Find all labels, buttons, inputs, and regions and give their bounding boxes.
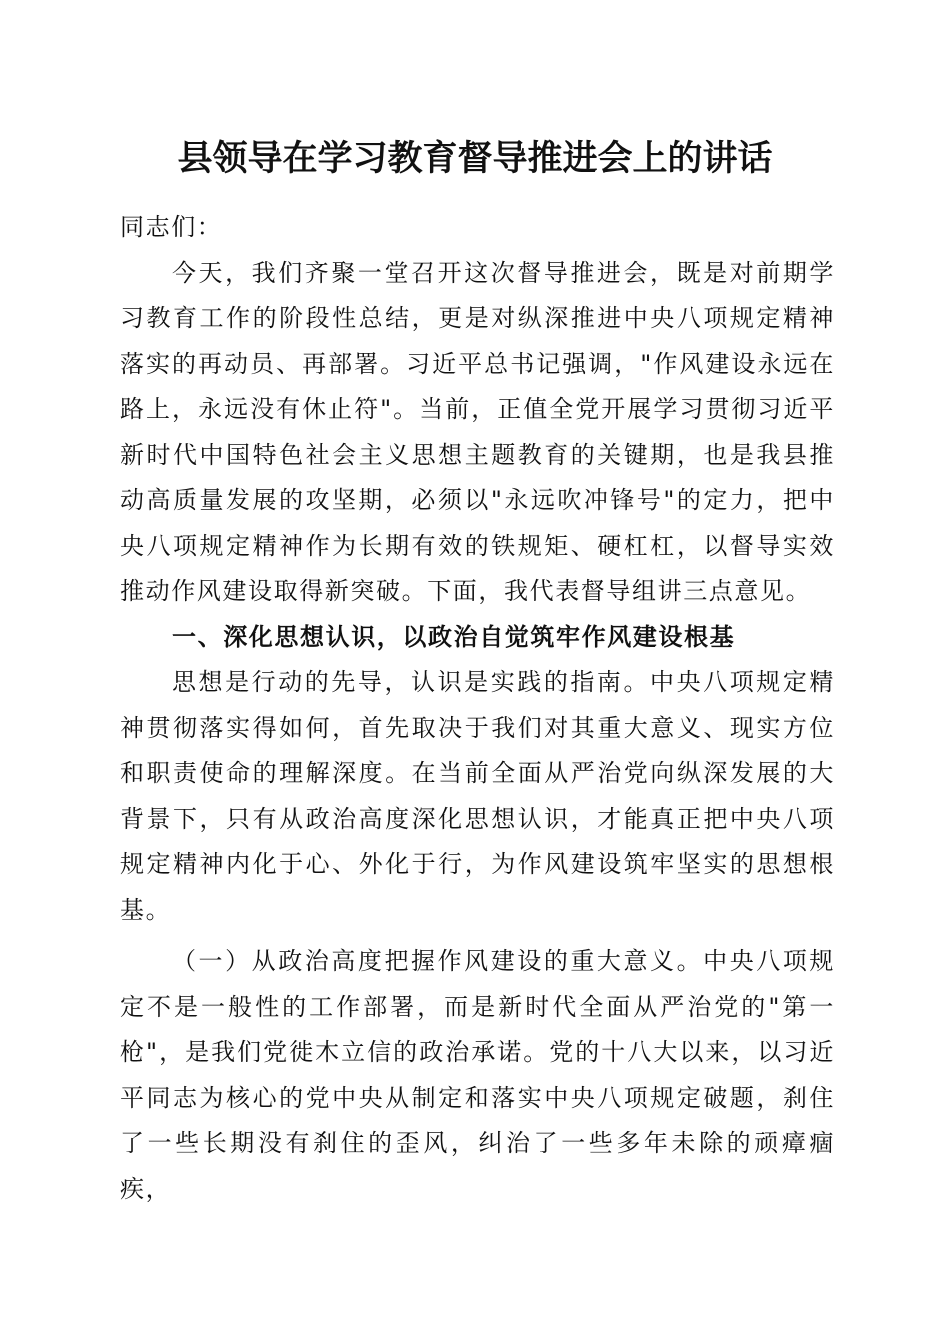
section-1-paragraph: 思想是行动的先导，认识是实践的指南。中央八项规定精神贯彻落实得如何，首先取决于我们对其重大意义、现实方位和职责使命的理解深度。在当前全面从严治党向纵深发展的大背景下，只有从政治高度深化思想认识，才能真正把中央八项规定精神内化于心、外化于行，为作风建设筑牢坚实的思想根基。 bbox=[120, 668, 835, 924]
salutation: 同志们： bbox=[120, 213, 223, 241]
document-title: 县领导在学习教育督导推进会上的讲话 bbox=[177, 138, 773, 179]
section-1-subpoint-1: （一）从政治高度把握作风建设的重大意义。中央八项规定不是一般性的工作部署，而是新时代全面从严治党的"第一枪"，是我们党徙木立信的政治承诺。党的十八大以来，以习近平同志为核心的党中央从制定和落实中央八项规定破题，刹住了一些长期没有刹住的歪风，纠治了一些多年未除的顽瘴痼疾， bbox=[120, 947, 835, 1203]
section-heading-1: 一、深化思想认识，以政治自觉筑牢作风建设根基 bbox=[172, 622, 736, 651]
intro-paragraph: 今天，我们齐聚一堂召开这次督导推进会，既是对前期学习教育工作的阶段性总结，更是对纵深推进中央八项规定精神落实的再动员、再部署。习近平总书记强调，"作风建设永远在路上，永远没有休止符"。当前，正值全党开展学习贯彻习近平新时代中国特色社会主义思想主题教育的关键期，也是我县推动高质量发展的攻坚期，必须以"永远吹冲锋号"的定力，把中央八项规定精神作为长期有效的铁规矩、硬杠杠，以督导实效推动作风建设取得新突破。下面，我代表督导组讲三点意见。 bbox=[120, 258, 835, 605]
document-body bbox=[120, 205, 835, 1212]
